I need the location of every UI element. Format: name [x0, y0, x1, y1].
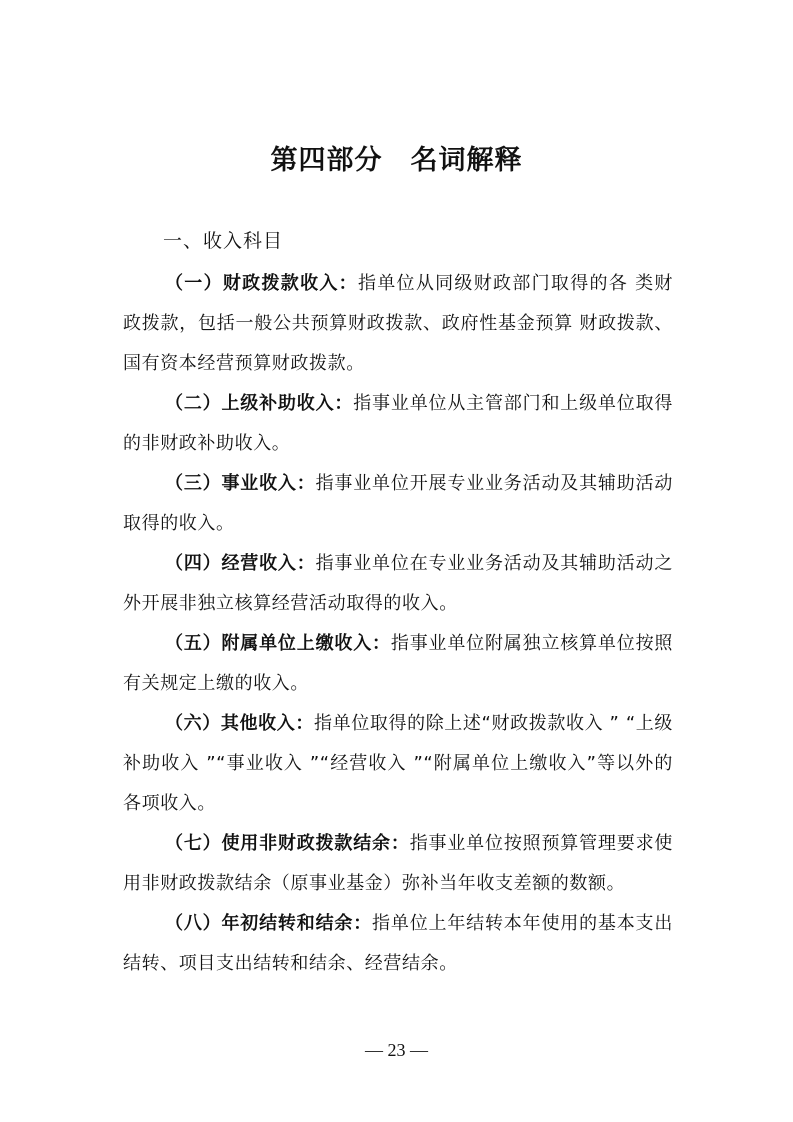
definition-term: （四）经营收入： — [165, 553, 316, 574]
definitions-list — [123, 264, 673, 984]
definition-body: 指事业单位从主管部门和上级单位取得的非财政补助收入。 — [123, 393, 673, 454]
definition-term: （一）财政拨款收入： — [165, 273, 358, 294]
definition-body: 指单位上年结转本年使用的基本支出结转、项目支出结转和结余、经营结余。 — [123, 913, 673, 974]
definition-term: （八）年初结转和结余： — [165, 913, 373, 934]
section-heading: 一、收入科目 — [163, 230, 284, 252]
definition-entry — [123, 824, 673, 904]
definition-body: 指事业单位开展专业业务活动及其辅助活动取得的收入。 — [123, 473, 673, 534]
definition-body: 指单位从同级财政部门取得的各 类财政拨款，包括一般公共预算财政拨款、政府性基金预算 财政拨款、 国有资本经营预算财政拨款。 — [123, 273, 673, 374]
page-title: 第四部分 名词解释 — [270, 145, 523, 176]
definition-entry — [123, 264, 673, 384]
definition-entry — [123, 624, 673, 704]
definition-term: （二）上级补助收入： — [165, 393, 354, 414]
definition-entry — [123, 464, 673, 544]
page-number: — 23 — — [365, 1040, 428, 1060]
definition-entry — [123, 384, 673, 464]
definition-body: 指事业单位在专业业务活动及其辅助活动之外开展非独立核算经营活动取得的收入。 — [123, 553, 673, 614]
definition-body: 指事业单位附属独立核算单位按照有关规定上缴的收入。 — [123, 633, 673, 694]
definition-entry — [123, 544, 673, 624]
definition-body: 指单位取得的除上述“财政拨款收入 ” “上级补助收入 ”“事业收入 ”“经营收入 ”“附属单位上缴收入”等以外的各项收入。 — [123, 713, 673, 814]
definition-term: （五）附属单位上缴收入： — [165, 633, 391, 654]
definition-entry — [123, 704, 673, 824]
definition-term: （六）其他收入： — [165, 713, 314, 734]
definition-body: 指事业单位按照预算管理要求使用非财政拨款结余（原事业基金）弥补当年收支差额的数额。 — [123, 833, 673, 894]
definition-term: （七）使用非财政拨款结余： — [165, 833, 410, 854]
definition-entry — [123, 904, 673, 984]
definition-term: （三）事业收入： — [165, 473, 316, 494]
